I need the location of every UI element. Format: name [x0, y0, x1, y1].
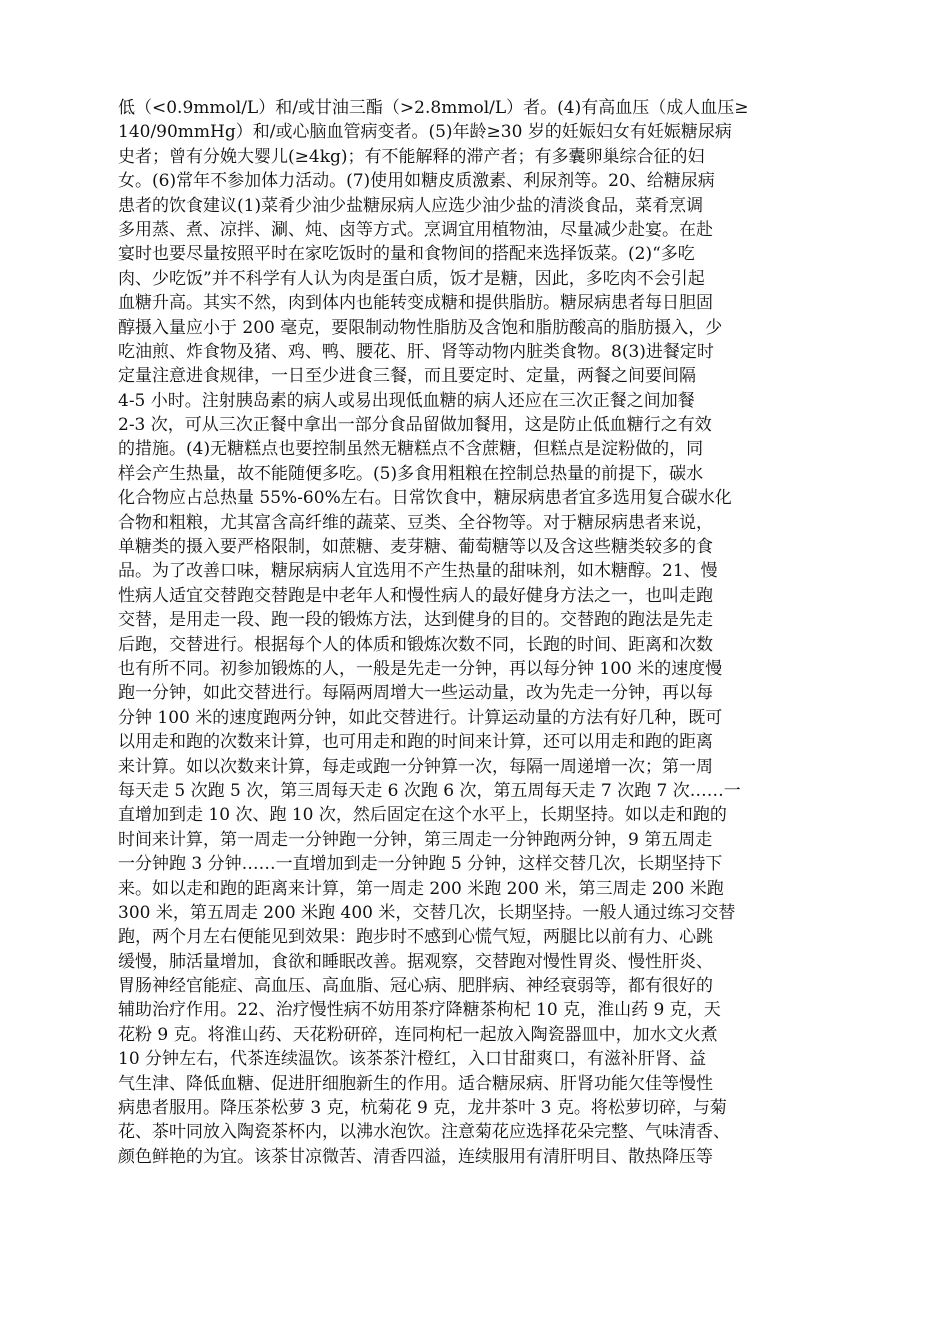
text-line: 多用蒸、煮、凉拌、涮、炖、卤等方式。烹调宜用植物油，尽量减少赴宴。在赴: [118, 219, 713, 240]
text-line: 史者；曾有分娩大婴儿(≥4kg)；有不能解释的滞产者；有多囊卵巢综合征的妇: [118, 146, 705, 167]
text-line: 吃油煎、炸食物及猪、鸡、鸭、腰花、肝、肾等动物内脏类食物。8(3)进餐定时: [118, 341, 714, 362]
text-line: 病患者服用。降压茶松萝 3 克，杭菊花 9 克，龙井茶叶 3 克。将松萝切碎，与菊: [118, 1098, 727, 1119]
text-line: 以用走和跑的次数来计算，也可用走和跑的时间来计算，还可以用走和跑的距离: [118, 732, 713, 753]
text-line: 缓慢，肺活量增加，食欲和睡眠改善。据观察，交替跑对慢性胃炎、慢性肝炎、: [118, 951, 713, 972]
text-line: 来计算。如以次数来计算，每走或跑一分钟算一次，每隔一周递增一次；第一周: [118, 756, 713, 777]
text-line: 时间来计算，第一周走一分钟跑一分钟，第三周走一分钟跑两分钟，9 第五周走: [118, 829, 713, 850]
text-line: 跑一分钟，如此交替进行。每隔两周增大一些运动量，改为先走一分钟，再以每: [118, 683, 713, 704]
text-line: 也有所不同。初参加锻炼的人，一般是先走一分钟，再以每分钟 100 米的速度慢: [118, 658, 723, 679]
text-line: 定量注意进食规律，一日至少进食三餐，而且要定时、定量，两餐之间要间隔: [118, 366, 696, 387]
text-line: 胃肠神经官能症、高血压、高血脂、冠心病、肥胖病、神经衰弱等，都有很好的: [118, 976, 713, 997]
text-line: 化合物应占总热量 55%-60%左右。日常饮食中，糖尿病患者宜多选用复合碳水化: [118, 488, 732, 509]
text-line: 宴时也要尽量按照平时在家吃饭时的量和食物间的搭配来选择饭菜。(2)“多吃: [118, 244, 695, 265]
text-line: 花、茶叶同放入陶瓷茶杯内，以沸水泡饮。注意菊花应选择花朵完整、气味清香、: [118, 1122, 730, 1143]
text-line: 4-5 小时。注射胰岛素的病人或易出现低血糖的病人还应在三次正餐之间加餐: [118, 390, 695, 411]
text-line: 每天走 5 次跑 5 次，第三周每天走 6 次跑 6 次，第五周每天走 7 次跑 7 次……一: [118, 780, 741, 801]
text-line: 样会产生热量，故不能随便多吃。(5)多食用粗粮在控制总热量的前提下，碳水: [118, 463, 704, 484]
text-line: 分钟 100 米的速度跑两分钟，如此交替进行。计算运动量的方法有好几种，既可: [118, 707, 723, 728]
text-line: 低（<0.9mmol/L）和/或甘油三酯（>2.8mmol/L）者。(4)有高血压（成人血压≥: [118, 98, 749, 118]
text-line: 一分钟跑 3 分钟……一直增加到走一分钟跑 5 分钟，这样交替几次，长期坚持下: [118, 854, 723, 875]
text-line: 直增加到走 10 次、跑 10 次，然后固定在这个水平上，长期坚持。如以走和跑的: [118, 805, 727, 826]
text-line: 合物和粗粮，尤其富含高纤维的蔬菜、豆类、全谷物等。对于糖尿病患者来说，: [118, 512, 713, 533]
text-line: 患者的饮食建议(1)菜肴少油少盐糖尿病人应选少油少盐的清淡食品，菜肴烹调: [118, 195, 704, 216]
text-line: 来。如以走和跑的距离来计算，第一周走 200 米跑 200 米，第三周走 200 米跑: [118, 878, 724, 899]
text-line: 气生津、降低血糖、促进肝细胞新生的作用。适合糖尿病、肝肾功能欠佳等慢性: [118, 1073, 713, 1094]
text-line: 肉、少吃饭”并不科学有人认为肉是蛋白质，饭才是糖，因此，多吃肉不会引起: [118, 268, 705, 289]
text-line: 300 米，第五周走 200 米跑 400 米，交替几次，长期坚持。一般人通过练习交替: [118, 902, 736, 923]
text-line: 140/90mmHg）和/或心脑血管病变者。(5)年龄≥30 岁的妊娠妇女有妊娠糖尿病: [118, 122, 732, 143]
text-line: 醇摄入量应小于 200 毫克，要限制动物性脂肪及含饱和脂肪酸高的脂肪摄入，少: [118, 317, 723, 338]
text-line: 花粉 9 克。将淮山药、天花粉研碎，连同枸杞一起放入陶瓷器皿中，加水文火煮: [118, 1024, 718, 1045]
text-line: 的措施。(4)无糖糕点也要控制虽然无糖糕点不含蔗糖，但糕点是淀粉做的，同: [118, 439, 704, 460]
text-line: 10 分钟左右，代茶连续温饮。该茶茶汁橙红，入口甘甜爽口，有滋补肝肾、益: [118, 1049, 707, 1070]
body-text: [118, 96, 838, 1169]
text-line: 品。为了改善口味，糖尿病病人宜选用不产生热量的甜味剂，如木糖醇。21、慢: [118, 561, 718, 582]
text-line: 女。(6)常年不参加体力活动。(7)使用如糖皮质激素、利尿剂等。20、给糖尿病: [118, 171, 715, 192]
text-line: 辅助治疗作用。22、治疗慢性病不妨用茶疗降糖茶枸杞 10 克，淮山药 9 克，天: [118, 1000, 721, 1021]
text-line: 颜色鲜艳的为宜。该茶甘凉微苦、清香四溢，连续服用有清肝明目、散热降压等: [118, 1146, 713, 1167]
text-line: 交替，是用走一段、跑一段的锻炼方法，达到健身的目的。交替跑的跑法是先走: [118, 610, 713, 631]
text-line: 单糖类的摄入要严格限制，如蔗糖、麦芽糖、葡萄糖等以及含这些糖类较多的食: [118, 537, 713, 558]
text-line: 跑，两个月左右便能见到效果：跑步时不感到心慌气短，两腿比以前有力、心跳: [118, 927, 713, 948]
text-line: 2-3 次，可从三次正餐中拿出一部分食品留做加餐用，这是防止低血糖行之有效: [118, 415, 712, 436]
text-line: 后跑，交替进行。根据每个人的体质和锻炼次数不同，长跑的时间、距离和次数: [118, 634, 713, 655]
text-line: 血糖升高。其实不然，肉到体内也能转变成糖和提供脂肪。糖尿病患者每日胆固: [118, 293, 713, 314]
text-line: 性病人适宜交替跑交替跑是中老年人和慢性病人的最好健身方法之一，也叫走跑: [118, 585, 713, 606]
